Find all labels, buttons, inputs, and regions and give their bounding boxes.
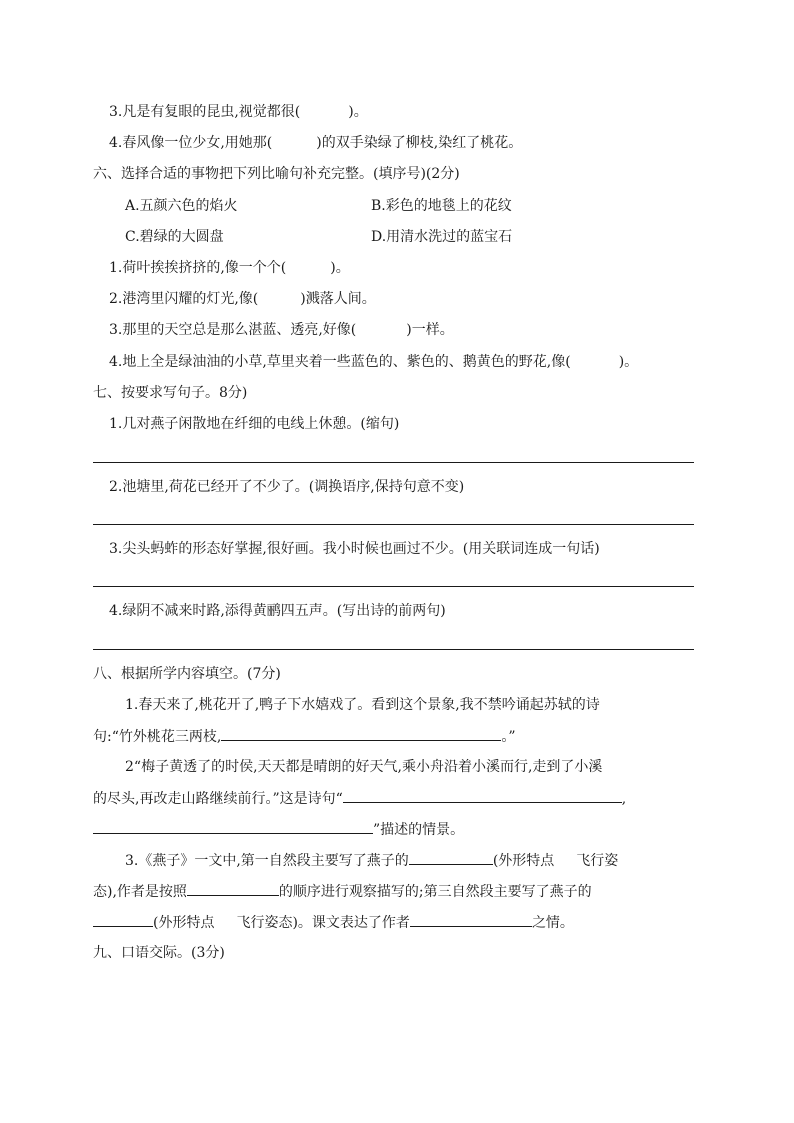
section-7-heading: 七、按要求写句子。8分) <box>93 385 248 401</box>
question-8-2-line3: ”描述的情景。 <box>93 819 464 840</box>
question-8-3-line3: (外形特点 飞行姿态)。课文表达了作者 之情。 <box>93 912 574 933</box>
section-8-heading: 八、根据所学内容填空。(7分) <box>93 666 281 682</box>
question-7-3: 3.尖头蚂蚱的形态好掌握,很好画。我小时候也画过不少。(用关联词连成一句话) <box>109 541 600 557</box>
fill-blank[interactable] <box>409 850 493 865</box>
question-6-1: 1.荷叶挨挨挤挤的,像一个个( )。 <box>109 260 350 276</box>
question-5-4: 4.春风像一位少女,用她那( )的双手染绿了柳枝,染红了桃花。 <box>109 135 523 151</box>
question-5-3: 3.凡是有复眼的昆虫,视觉都很( )。 <box>109 104 368 120</box>
section-6-heading: 六、选择合适的事物把下列比喻句补充完整。(填序号)(2分) <box>93 166 460 182</box>
question-6-3: 3.那里的天空总是那么湛蓝、透亮,好像( )一样。 <box>109 322 454 338</box>
question-8-1-line1: 1.春天来了,桃花开了,鸭子下水嬉戏了。看到这个景象,我不禁吟诵起苏轼的诗 <box>125 697 600 713</box>
option-d: D.用清水洗过的蓝宝石 <box>371 229 513 245</box>
question-7-4: 4.绿阴不减来时路,添得黄鹂四五声。(写出诗的前两句) <box>109 603 446 619</box>
question-8-1-line2: 句:“竹外桃花三两枝, 。” <box>93 726 516 747</box>
question-6-4: 4.地上全是绿油油的小草,草里夹着一些蓝色的、紫色的、鹅黄色的野花,像( )。 <box>109 354 639 370</box>
fill-blank[interactable] <box>93 912 153 927</box>
question-7-1: 1.几对燕子闲散地在纤细的电线上休憩。(缩句) <box>109 416 400 432</box>
question-8-2-line1: 2“梅子黄透了的时侯,天天都是晴朗的好天气,乘小舟沿着小溪而行,走到了小溪 <box>125 759 603 775</box>
question-8-3-line2: 态),作者是按照 的顺序进行观察描写的;第三自然段主要写了燕子的 <box>93 881 592 902</box>
answer-line-7-4[interactable] <box>93 649 694 650</box>
fill-blank[interactable] <box>93 819 373 834</box>
option-a: A.五颜六色的焰火 <box>125 198 238 214</box>
fill-blank[interactable] <box>343 788 622 803</box>
question-6-2: 2.港湾里闪耀的灯光,像( )溅落人间。 <box>109 291 376 307</box>
answer-line-7-2[interactable] <box>93 524 694 525</box>
section-9-heading: 九、口语交际。(3分) <box>93 945 225 961</box>
question-8-3-line1: 3.《燕子》一文中,第一自然段主要写了燕子的 (外形特点 飞行姿 <box>125 850 618 871</box>
option-b: B.彩色的地毯上的花纹 <box>371 198 512 214</box>
question-8-2-line2: 的尽头,再改走山路继续前行。”这是诗句“ , <box>93 788 626 809</box>
answer-line-7-1[interactable] <box>93 462 694 463</box>
fill-blank[interactable] <box>187 881 279 896</box>
question-7-2: 2.池塘里,荷花已经开了不少了。(调换语序,保持句意不变) <box>109 479 465 495</box>
fill-blank[interactable] <box>221 726 501 741</box>
answer-line-7-3[interactable] <box>93 586 694 587</box>
fill-blank[interactable] <box>410 912 532 927</box>
option-c: C.碧绿的大圆盘 <box>125 229 224 245</box>
